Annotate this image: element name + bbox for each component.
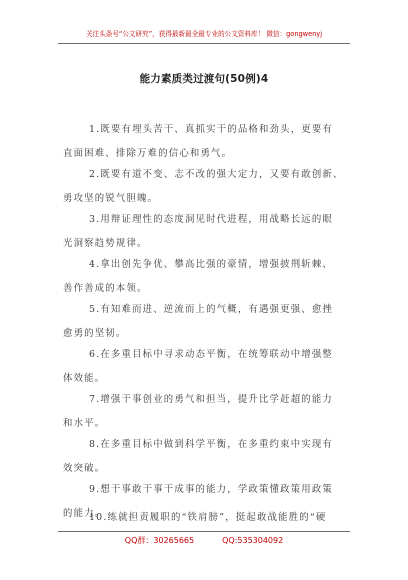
list-item-line: 1.既要有埋头苦干、真抓实干的品格和劲头，更要有 <box>89 124 333 135</box>
list-item <box>63 118 351 166</box>
list-item-line: 光洞察趋势规律。 <box>63 238 148 249</box>
list-item-line: 愈勇的坚韧。 <box>63 328 127 339</box>
list-item-line: 7.增强干事创业的勇气和担当，提升比学赶超的能力 <box>89 394 333 405</box>
list-item <box>63 298 351 346</box>
list-item-line: 和水平。 <box>63 418 106 429</box>
footer-divider <box>58 531 350 532</box>
list-item-line: 体效能。 <box>63 373 106 384</box>
list-item-line: 勇攻坚的锐气胆魄。 <box>63 193 159 204</box>
document-title: 能力素质类过渡句(50例)4 <box>139 73 269 85</box>
list-item-line: 8.在多重目标中做到科学平衡，在多重约束中实现有 <box>89 439 333 450</box>
footer-contact <box>0 535 408 546</box>
list-item-line: 9.想干事敢干事干成事的能力，学政策懂政策用政策 <box>89 484 333 495</box>
list-item <box>89 506 351 530</box>
list-item-line: 3.用辩证理性的态度洞见时代进程，用战略长远的眼 <box>89 214 333 225</box>
list-item-line: 10.练就担责履职的“铁肩膀”，挺起敢战能胜的“硬 <box>89 512 327 523</box>
list-item-line: 6.在多重目标中寻求动态平衡，在统筹联动中增强整 <box>89 349 333 360</box>
list-item <box>63 208 351 256</box>
list-item <box>63 388 351 436</box>
list-item-line: 效突破。 <box>63 463 106 474</box>
list-item <box>63 163 351 211</box>
list-item-line: 的能力。 <box>63 508 106 519</box>
qq-number: QQ:535304092 <box>222 536 284 545</box>
qq-group-number: QQ群：30265665 <box>124 536 195 545</box>
list-item-line: 善作善成的本领。 <box>63 283 148 294</box>
list-item <box>63 343 351 391</box>
header-note: 关注头条号“公文研究”，获得最新最全最专业的公文资料库！ 微信：gongwenyj <box>85 30 323 38</box>
header-divider <box>58 43 350 44</box>
list-item <box>63 433 351 481</box>
list-item <box>63 253 351 301</box>
list-item-line: 4.拿出创先争优、攀高比强的豪情，增强披荆斩棘、 <box>89 259 333 270</box>
list-item-line: 2.既要有道不变、志不改的强大定力，又要有敢创新、 <box>89 169 344 180</box>
list-item-line: 直面困难、排除万难的信心和勇气。 <box>63 148 233 159</box>
list-item-line: 5.有知难而进、逆流而上的气概，有遇强更强、愈挫 <box>89 304 333 315</box>
